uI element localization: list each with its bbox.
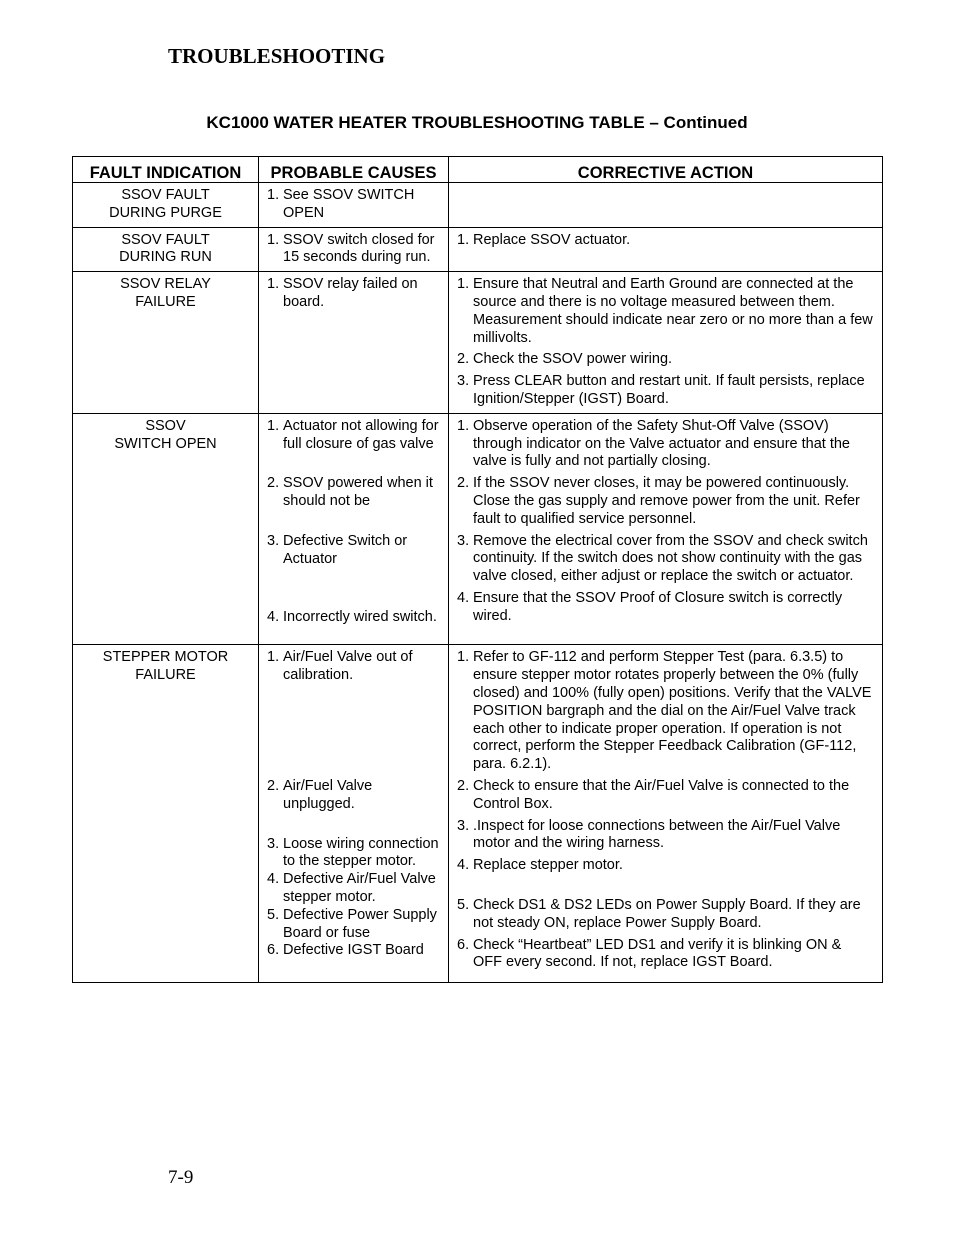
cause-item: [267, 907, 440, 943]
table-row: [73, 413, 883, 645]
fault-indication-line: SSOV FAULT: [121, 187, 210, 203]
table-row: [73, 227, 883, 272]
column-header-causes: PROBABLE CAUSES: [259, 157, 449, 183]
probable-causes-cell-list: [267, 276, 440, 312]
cause-item: [267, 649, 440, 685]
table-row: [73, 645, 883, 983]
cause-item: [267, 942, 440, 960]
action-item-text: Refer to GF-112 and perform Stepper Test (para. 6.3.5) to ensure stepper motor rotates properly between the 0% (fully closed) and 100% (fully open) positions. Verify that the VALVE POSITION bargraph and the dial on the Air/Fuel Valve track each other to indicate proper operation. If operation is not correct, perform the Stepper Feedback Calibration (GF-112, para. 6.2.1).: [473, 649, 872, 773]
action-item-number: 1.: [457, 649, 470, 666]
action-item-number: 4.: [457, 857, 470, 874]
table-row: [73, 183, 883, 228]
cause-item-number: 1.: [267, 231, 280, 248]
action-item-text: Check the SSOV power wiring.: [473, 351, 673, 368]
cause-item-text: SSOV switch closed for 15 seconds during run.: [283, 231, 435, 266]
action-item-text: .Inspect for loose connections between the Air/Fuel Valve motor and the wiring harness.: [473, 817, 841, 852]
page-number: 7-9: [168, 1167, 194, 1188]
cause-item: [267, 609, 440, 627]
cause-item-text: SSOV powered when it should not be: [283, 475, 433, 510]
fault-indication-line: SSOV FAULT: [121, 231, 210, 248]
cause-item-text: Defective Air/Fuel Valve stepper motor.: [283, 871, 436, 905]
cause-item-number: 4.: [267, 871, 280, 888]
fault-indication-line: SWITCH OPEN: [114, 435, 217, 452]
action-item-number: 2.: [457, 777, 470, 794]
action-item-text: Replace SSOV actuator.: [473, 231, 631, 248]
cause-item-text: Actuator not allowing for full closure of gas valve: [283, 417, 439, 452]
column-header-fault: FAULT INDICATION: [73, 157, 259, 183]
probable-causes-cell-list: [267, 232, 440, 268]
action-item: [457, 818, 874, 854]
cause-item-number: 5.: [267, 906, 280, 923]
action-item: [457, 276, 874, 347]
cause-item: [267, 533, 440, 569]
action-item-number: 1.: [457, 276, 470, 293]
cause-item-text: SSOV relay failed on board.: [283, 276, 418, 310]
probable-causes-cell: [259, 183, 449, 228]
fault-indication-cell: [73, 183, 259, 228]
action-item-text: Check DS1 & DS2 LEDs on Power Supply Board. If they are not steady ON, replace Power Supply Board.: [473, 896, 861, 931]
fault-indication-line: FAILURE: [135, 293, 196, 310]
corrective-action-cell-list: [457, 418, 874, 626]
cause-item-number: 2.: [267, 777, 280, 794]
action-item-text: Ensure that the SSOV Proof of Closure switch is correctly wired.: [473, 589, 843, 624]
cause-item-number: 1.: [267, 417, 280, 434]
action-item-text: Press CLEAR button and restart unit. If fault persists, replace Ignition/Stepper (IGST) Board.: [473, 373, 865, 407]
action-item-number: 5.: [457, 896, 470, 913]
cause-item-number: 6.: [267, 942, 280, 959]
probable-causes-cell-list: [267, 649, 440, 960]
cause-item: [267, 871, 440, 907]
corrective-action-cell: [449, 227, 883, 272]
cause-item-number: 1.: [267, 649, 280, 666]
table-title: KC1000 WATER HEATER TROUBLESHOOTING TABLE – Continued: [206, 113, 748, 132]
fault-indication-line: DURING PURGE: [109, 204, 222, 221]
action-item: [457, 649, 874, 774]
fault-indication-cell: [73, 227, 259, 272]
cause-item: [267, 836, 440, 872]
fault-indication-line: SSOV RELAY: [120, 276, 211, 293]
cause-item-number: 3.: [267, 835, 280, 852]
cause-item-number: 2.: [267, 475, 280, 492]
probable-causes-cell: [259, 413, 449, 645]
fault-indication-line: FAILURE: [135, 667, 196, 684]
probable-causes-cell: [259, 272, 449, 414]
action-item-number: 3.: [457, 817, 470, 834]
probable-causes-cell: [259, 227, 449, 272]
fault-indication-line: DURING RUN: [119, 249, 212, 266]
action-item-number: 2.: [457, 351, 470, 368]
action-item-number: 6.: [457, 936, 470, 953]
action-item: [457, 373, 874, 409]
cause-item-number: 3.: [267, 532, 280, 549]
cause-item-text: Air/Fuel Valve out of calibration.: [283, 649, 413, 684]
fault-indication-cell: [73, 413, 259, 645]
cause-item-text: See SSOV SWITCH OPEN: [283, 187, 415, 221]
fault-indication-cell: [73, 272, 259, 414]
cause-item: [267, 232, 440, 268]
table-row: [73, 272, 883, 414]
action-item: [457, 937, 874, 973]
cause-item-number: 1.: [267, 187, 280, 203]
action-item-text: If the SSOV never closes, it may be powered continuously. Close the gas supply and remove power from the unit. Refer fault to qualified service personnel.: [473, 475, 860, 527]
action-item: [457, 232, 874, 250]
cause-item-text: Defective IGST Board: [283, 942, 424, 959]
corrective-action-cell: [449, 272, 883, 414]
action-item-text: Replace stepper motor.: [473, 857, 623, 874]
action-item-number: 2.: [457, 475, 470, 492]
corrective-action-cell-list: [457, 649, 874, 972]
action-item-number: 1.: [457, 231, 470, 248]
action-item-number: 1.: [457, 417, 470, 434]
cause-item: [267, 778, 440, 814]
action-item: [457, 857, 874, 875]
action-item: [457, 533, 874, 586]
action-item: [457, 590, 874, 626]
action-item-text: Remove the electrical cover from the SSOV and check switch continuity. If the switch does not show continuity with the gas valve closed, either adjust or replace the switch or actuator.: [473, 532, 868, 585]
column-header-action: CORRECTIVE ACTION: [449, 157, 883, 183]
action-item-text: Ensure that Neutral and Earth Ground are connected at the source and there is no voltage measured between them. Measurement should indicate near zero or no more than a few millivolts.: [473, 276, 873, 346]
fault-indication-cell: [73, 645, 259, 983]
action-item-number: 3.: [457, 532, 470, 549]
probable-causes-cell-list: [267, 187, 440, 223]
action-item: [457, 351, 874, 369]
cause-item-text: Incorrectly wired switch.: [283, 608, 437, 625]
corrective-action-cell: [449, 645, 883, 983]
action-item-number: 3.: [457, 373, 470, 390]
cause-item-number: 4.: [267, 608, 280, 625]
action-item: [457, 897, 874, 933]
page-section-title: TROUBLESHOOTING: [168, 44, 386, 68]
action-item: [457, 778, 874, 814]
cause-item: [267, 187, 440, 223]
corrective-action-cell-list: [457, 276, 874, 409]
action-item-text: Check “Heartbeat” LED DS1 and verify it is blinking ON & OFF every second. If not, replace IGST Board.: [473, 936, 842, 971]
corrective-action-cell: [449, 183, 883, 228]
corrective-action-cell: [449, 413, 883, 645]
fault-indication-line: SSOV: [145, 417, 186, 434]
probable-causes-cell: [259, 645, 449, 983]
table-header-row: [73, 157, 883, 183]
action-item-number: 4.: [457, 589, 470, 606]
action-item-text: Check to ensure that the Air/Fuel Valve is connected to the Control Box.: [473, 777, 850, 812]
cause-item-number: 1.: [267, 276, 280, 293]
action-item: [457, 418, 874, 471]
fault-indication-line: STEPPER MOTOR: [102, 649, 229, 666]
cause-item: [267, 276, 440, 312]
cause-item-text: Loose wiring connection to the stepper motor.: [283, 835, 439, 870]
cause-item-text: Air/Fuel Valve unplugged.: [283, 777, 373, 812]
troubleshooting-table: [72, 156, 883, 983]
action-item-text: Observe operation of the Safety Shut-Off Valve (SSOV) through indicator on the Valve actuator and ensure that the valve is fully and not partially closing.: [473, 417, 850, 470]
action-item: [457, 475, 874, 528]
cause-item-text: Defective Switch or Actuator: [283, 532, 408, 567]
cause-item: [267, 475, 440, 511]
cause-item-text: Defective Power Supply Board or fuse: [283, 906, 437, 941]
corrective-action-cell-list: [457, 232, 874, 250]
cause-item: [267, 418, 440, 454]
probable-causes-cell-list: [267, 418, 440, 627]
